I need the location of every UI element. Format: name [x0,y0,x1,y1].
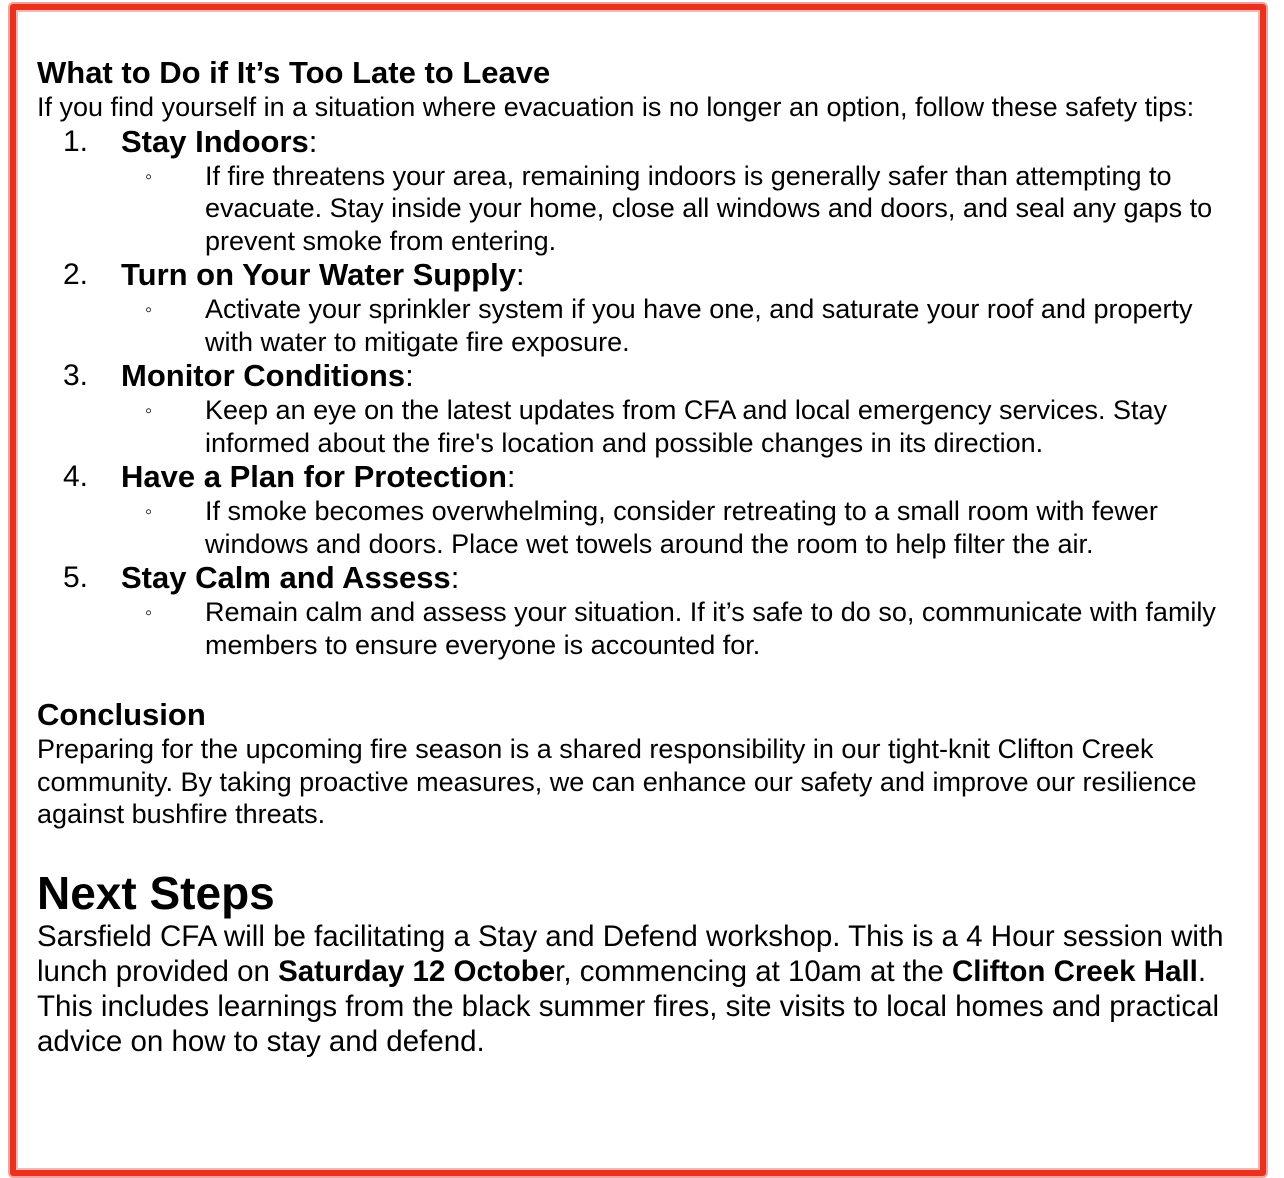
tip-detail-text: Remain calm and assess your situation. If it’s safe to do so, communicate with family members to ensure everyone is accounted for. [205,597,1216,660]
tip-detail [121,160,1242,258]
tip-detail [121,293,1242,358]
tip-detail [121,394,1242,459]
next-steps-text [37,919,1242,1059]
tip-detail-text: If smoke becomes overwhelming, consider retreating to a small room with fewer windows and doors. Place wet towels around the room to help filter the air. [205,496,1158,559]
hollow-bullet-icon: ◦ [145,165,153,188]
tip-colon: : [405,358,414,393]
tip-title: Stay Indoors [121,123,309,159]
tip-colon: : [450,560,460,595]
tip-detail-text: Activate your sprinkler system if you have one, and saturate your roof and property with water to mitigate fire exposure. [205,294,1193,357]
next-steps-text-part: . This includes learnings from the black summer fires, site visits to local homes and practical advice on how to stay and defend. [37,954,1220,1058]
conclusion-heading: Conclusion [37,697,206,732]
tip-item [37,257,1242,358]
tip-item [37,560,1242,661]
tip-number: 4. [63,460,89,493]
conclusion-text: Preparing for the upcoming fire season is a shared responsibility in our tight-knit Clifton Creek community. By taking proactive measures, we can enhance our safety and improve our resilience against bushfire threats. [37,734,1197,829]
late-heading: What to Do if It’s Too Late to Leave [37,55,551,90]
safety-tips-list [37,124,1242,662]
tip-detail [121,495,1242,560]
workshop-date: Saturday 12 Octobe [278,954,556,988]
tip-title-line [121,459,1242,495]
tip-detail-text: If fire threatens your area, remaining indoors is generally safer than attempting to evacuate. Stay inside your home, close all windows and doors, and seal any gaps to prevent smoke from entering. [205,160,1213,256]
tip-title: Stay Calm and Assess [121,560,451,595]
document-content [37,55,1242,1059]
tip-number: 3. [63,359,89,392]
tip-number: 1. [63,124,89,158]
tip-item [37,459,1242,560]
tip-title: Turn on Your Water Supply [121,257,516,292]
hollow-bullet-icon: ◦ [145,602,153,624]
tip-sublist [121,495,1242,560]
tip-detail-text: Keep an eye on the latest updates from CFA and local emergency services. Stay informed about the fire's location and possible changes in its direction. [205,395,1168,458]
spacer [37,661,1242,697]
tip-title-line [121,124,1242,160]
late-intro: If you find yourself in a situation where evacuation is no longer an option, follow these safety tips: [37,92,1195,122]
tip-title-line [121,560,1242,596]
spacer [37,831,1242,867]
hollow-bullet-icon: ◦ [145,299,153,321]
next-steps-text-part: r, commencing at 10am at the [555,954,952,988]
tip-sublist [121,394,1242,459]
tip-sublist [121,293,1242,358]
tip-title-line [121,358,1242,394]
tip-detail [121,596,1242,661]
tip-number: 2. [63,258,89,291]
tip-colon: : [515,257,525,292]
next-steps-heading: Next Steps [37,866,275,919]
tip-sublist [121,596,1242,661]
tip-number: 5. [63,561,89,594]
tip-colon: : [506,459,516,494]
tip-colon: : [308,123,318,159]
workshop-venue: Clifton Creek Hall [951,954,1198,988]
tip-title: Have a Plan for Protection [121,459,507,494]
tip-title-line [121,257,1242,293]
hollow-bullet-icon: ◦ [145,501,153,523]
tip-title: Monitor Conditions [121,358,406,393]
next-steps-text-part: Sarsfield CFA will be facilitating a Stay and Defend workshop. This is a 4 Hour session with lunch provided on [37,919,1224,988]
hollow-bullet-icon: ◦ [145,400,153,422]
tip-sublist [121,160,1242,258]
tip-item [37,358,1242,459]
tip-item [37,124,1242,258]
